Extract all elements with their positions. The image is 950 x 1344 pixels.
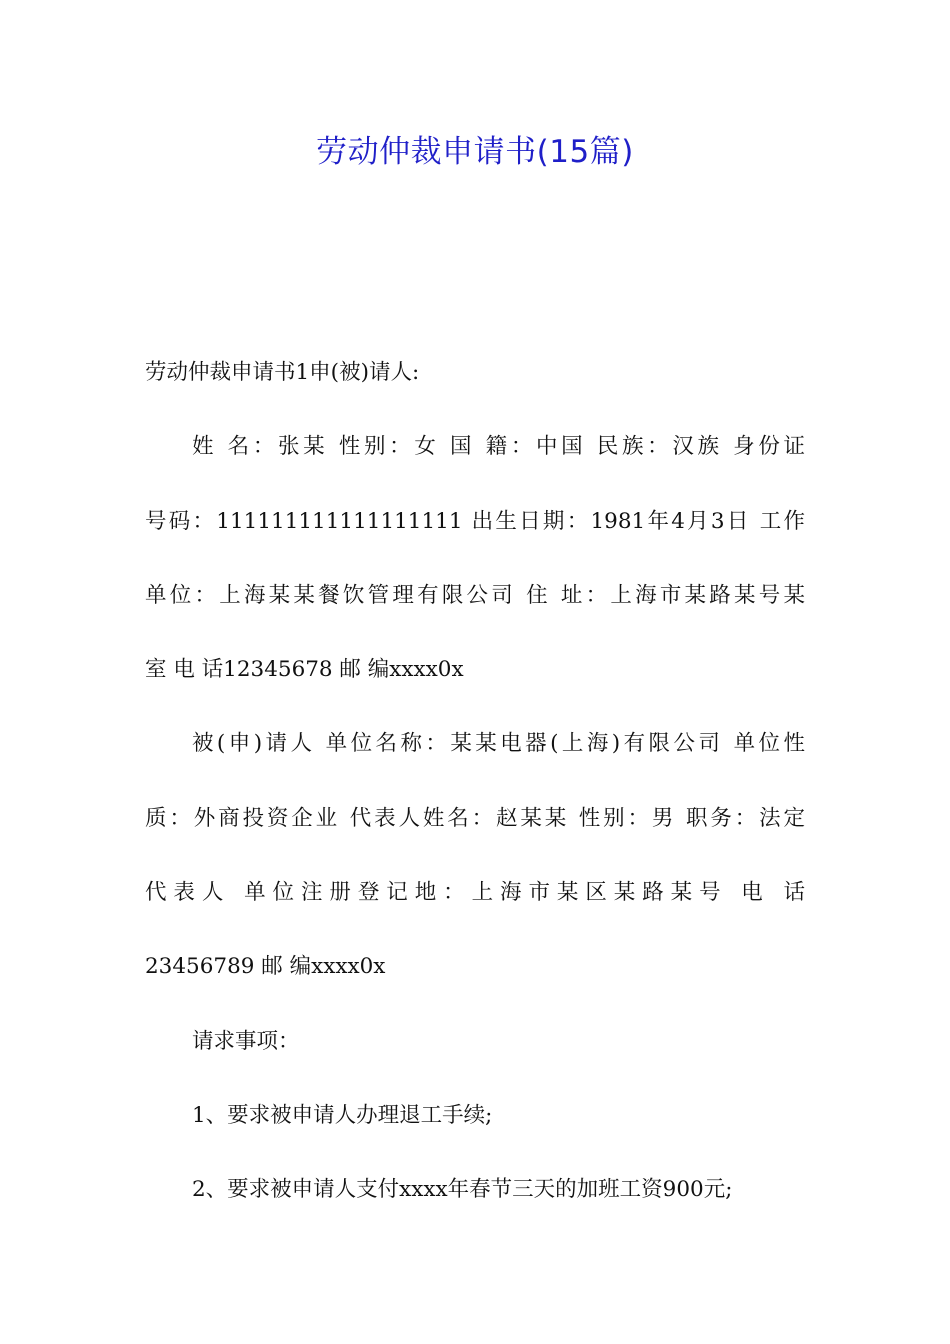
applicant-line-3: 单位：上海某某餐饮管理有限公司 住 址：上海市某路某号某 [145, 582, 805, 608]
respondent-line-3: 代表人 单位注册登记地：上海市某区某路某号 电 话 [145, 880, 805, 906]
applicant-line-1: 姓 名：张某 性别：女 国 籍：中国 民族：汉族 身份证 [192, 434, 805, 460]
claim-item-2: 2、要求被申请人支付xxxx年春节三天的加班工资900元; [192, 1177, 733, 1203]
applicant-line-4: 室 电 话12345678 邮 编xxxx0x [145, 657, 464, 683]
section-heading: 劳动仲裁申请书1申(被)请人: [145, 360, 420, 385]
respondent-line-1: 被(申)请人 单位名称：某某电器(上海)有限公司 单位性 [192, 731, 805, 757]
document-title: 劳动仲裁申请书(15篇) [316, 134, 634, 170]
applicant-line-2: 号码：111111111111111111 出生日期：1981年4月3日 工作 [145, 508, 805, 534]
respondent-line-4: 23456789 邮 编xxxx0x [145, 954, 386, 980]
claims-heading: 请求事项： [192, 1028, 300, 1054]
claim-item-1: 1、要求被申请人办理退工手续; [192, 1102, 493, 1128]
respondent-line-2: 质：外商投资企业 代表人姓名：赵某某 性别：男 职务：法定 [145, 805, 805, 831]
document-body [145, 336, 805, 1228]
